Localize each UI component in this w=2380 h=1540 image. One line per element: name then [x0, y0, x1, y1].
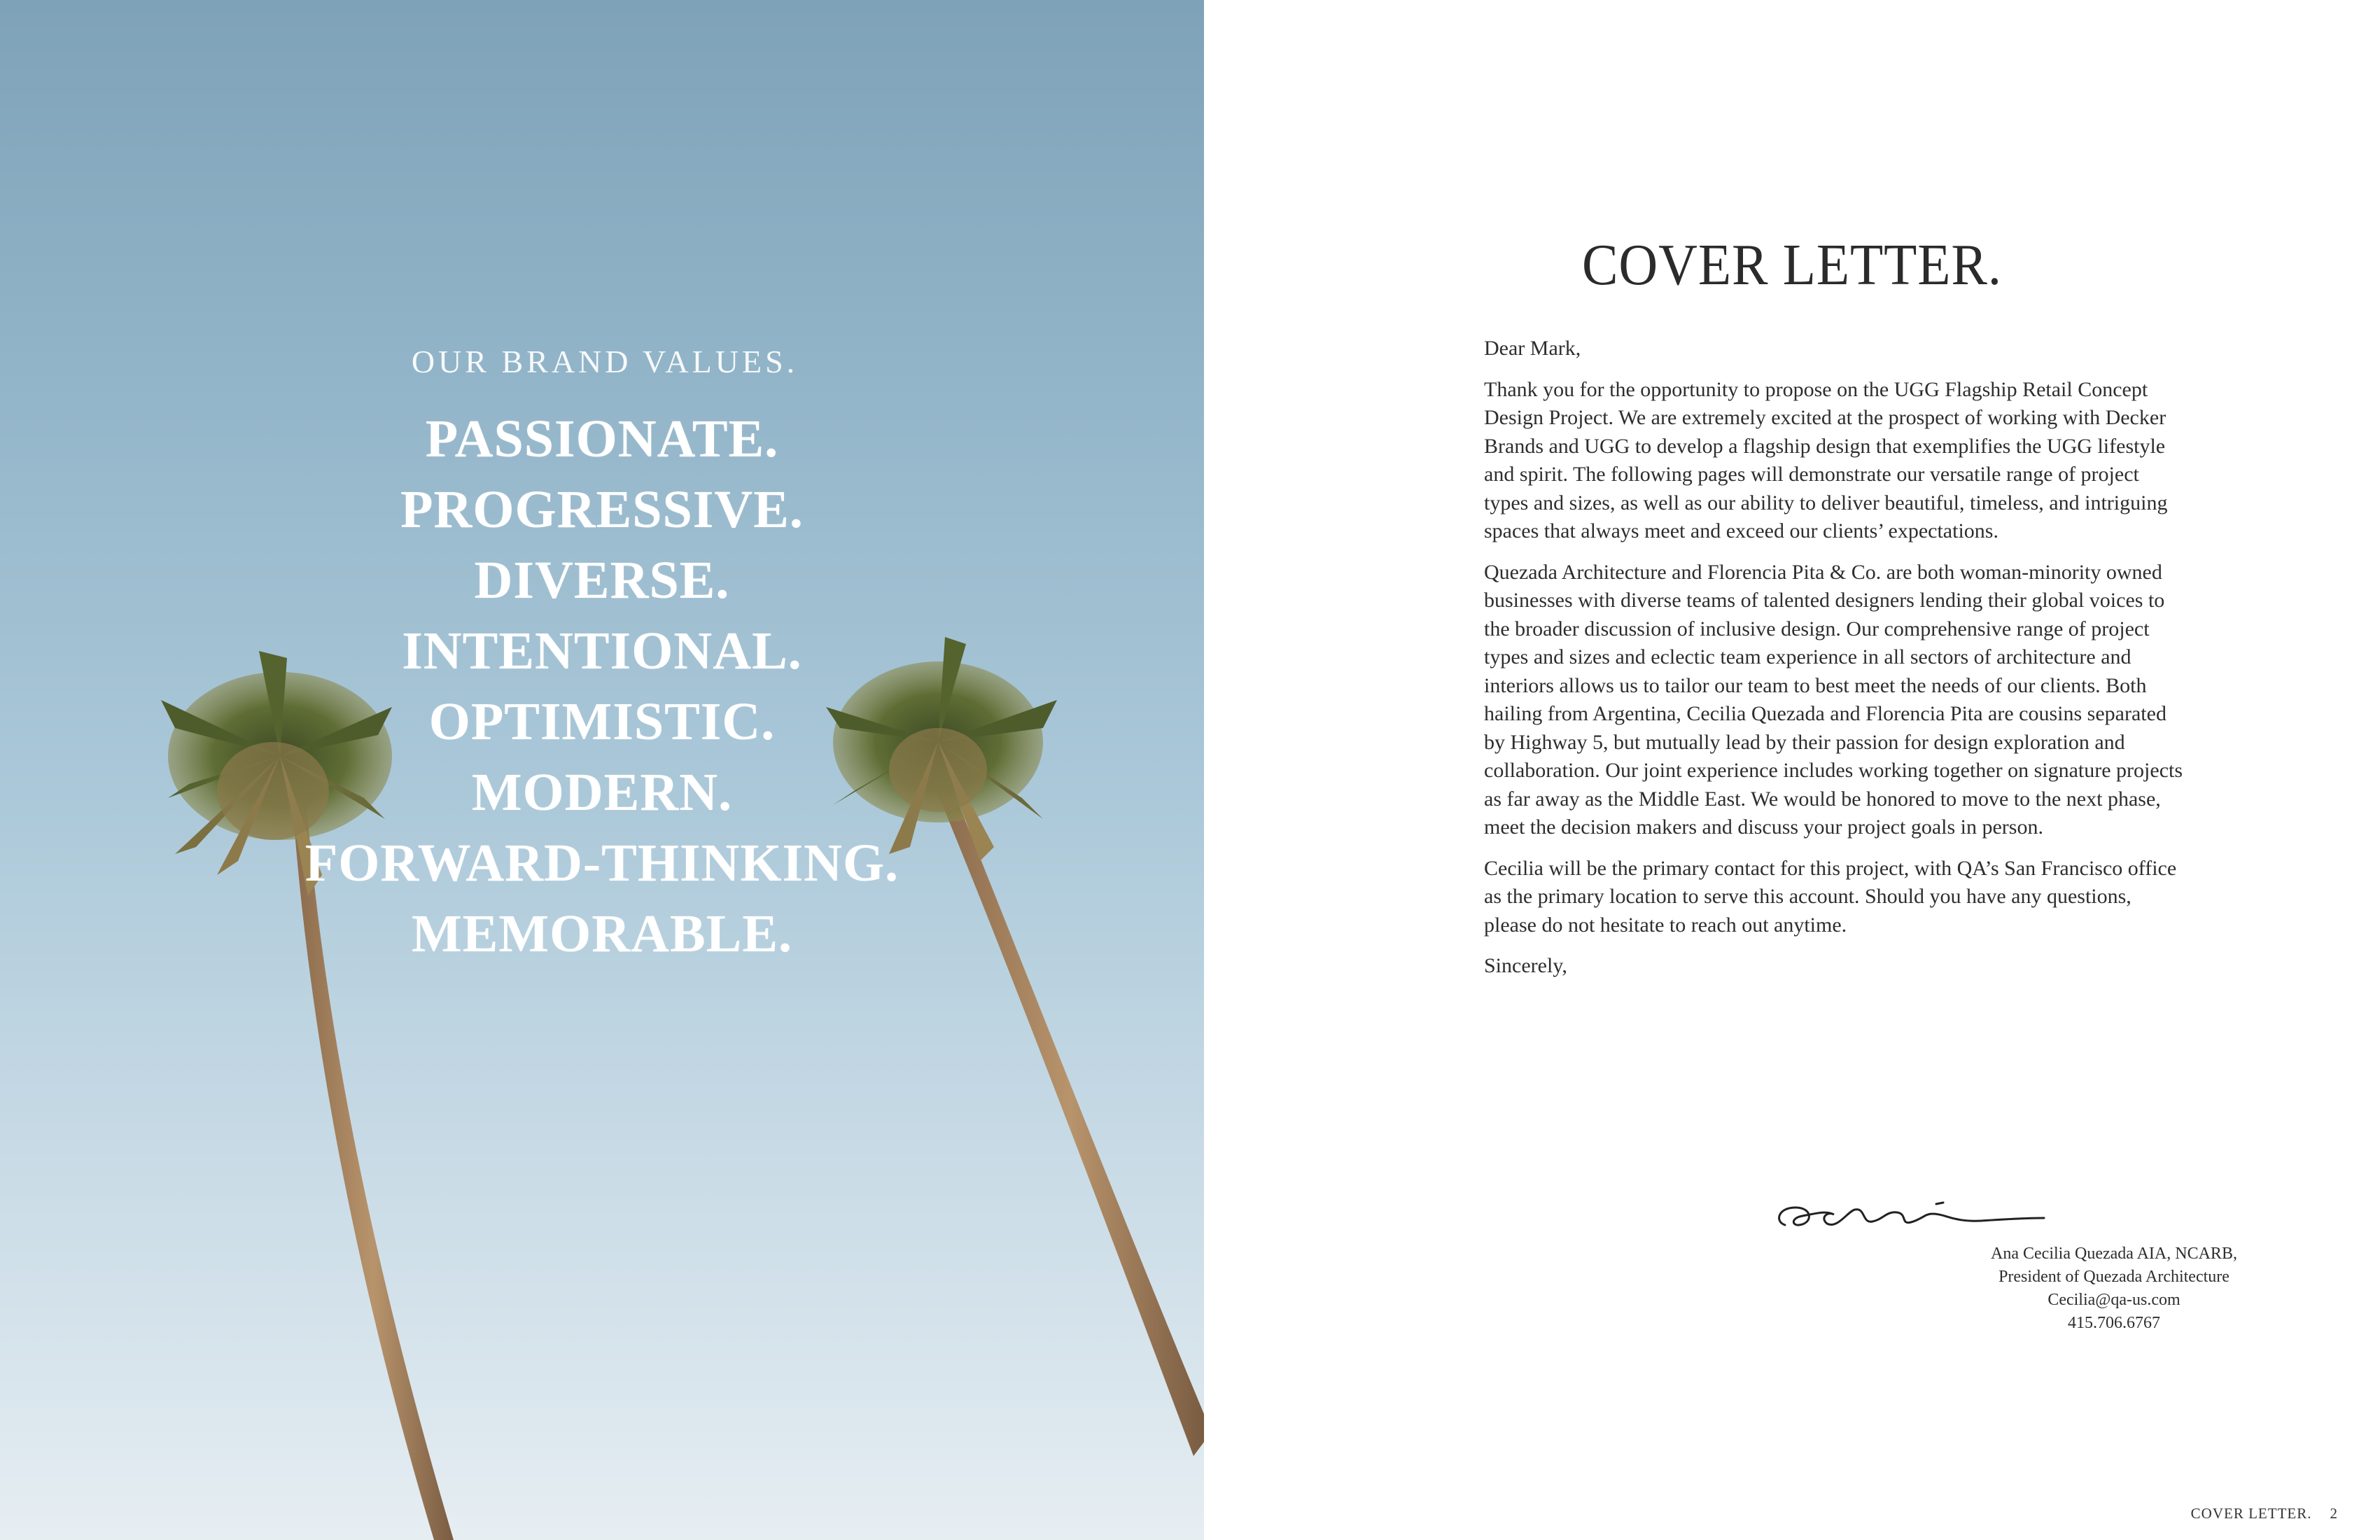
closing: Sincerely,	[1484, 954, 1567, 977]
letter-paragraph: Cecilia will be the primary contact for this project, with QA’s San Francisco office as the primary location to serve this account. Should you have any questions, please do not hesitate to reach out anytime.	[1484, 856, 2177, 937]
brand-values-block	[0, 343, 1204, 969]
letter-paragraph: Quezada Architecture and Florencia Pita & Co. are both woman-minority owned businesses with diverse teams of talented designers lending their global voices to the broader discussion of inclusive design. Our comprehensive range of project types and sizes and eclectic team experience in all sectors of architecture and interiors allows us to tailor our team to best meet the needs of our clients. Both hailing from Argentina, Cecilia Quezada and Florencia Pita are cousins separated by Highway 5, but mutually lead by their passion for design exploration and collaboration. Our joint experience includes working together on signature projects as far away as the Middle East. We would be honored to move to the next phase, meet the decision makers and discuss your project goals in person.	[1484, 560, 2183, 839]
brand-value-item: PROGRESSIVE.	[400, 480, 804, 539]
brand-value-item: MODERN.	[471, 763, 733, 822]
brand-value-item: MEMORABLE.	[411, 904, 793, 963]
signer-title: President of Quezada Architecture	[1998, 1268, 2230, 1286]
signer-email: Cecilia@qa-us.com	[2047, 1291, 2180, 1309]
page-number: 2	[2330, 1505, 2338, 1522]
letter-paragraph: Thank you for the opportunity to propose on the UGG Flagship Retail Concept Design Project. We are extremely excited at the prospect of working with Decker Brands and UGG to develop a flagship design that exemplifies the UGG lifestyle and spirit. The following pages will demonstrate our versatile range of project types and sizes, as well as our ability to deliver beautiful, timeless, and intriguing spaces that always meet and exceed our clients’ expectations.	[1484, 377, 2168, 542]
brand-value-item: INTENTIONAL.	[402, 622, 802, 680]
brand-value-item: OPTIMISTIC.	[428, 692, 776, 751]
cover-letter-page	[1204, 0, 2380, 1540]
brand-value-item: FORWARD-THINKING.	[304, 834, 899, 892]
signer-phone: 415.706.6767	[2068, 1314, 2160, 1332]
salutation: Dear Mark,	[1484, 337, 1581, 360]
brand-values-list	[0, 404, 1204, 969]
brand-values-heading: OUR BRAND VALUES.	[411, 344, 799, 379]
page-title: COVER LETTER.	[1581, 232, 2003, 298]
footer-section-label: COVER LETTER.	[2190, 1505, 2312, 1522]
signature-block	[1904, 1242, 2324, 1335]
handwritten-signature	[1771, 1183, 2051, 1239]
brand-value-item: PASSIONATE.	[425, 410, 779, 468]
page-footer	[2191, 1505, 2338, 1522]
brand-value-item: DIVERSE.	[474, 551, 730, 610]
signer-name: Ana Cecilia Quezada AIA, NCARB,	[1991, 1245, 2237, 1263]
letter-body	[1484, 335, 2184, 993]
